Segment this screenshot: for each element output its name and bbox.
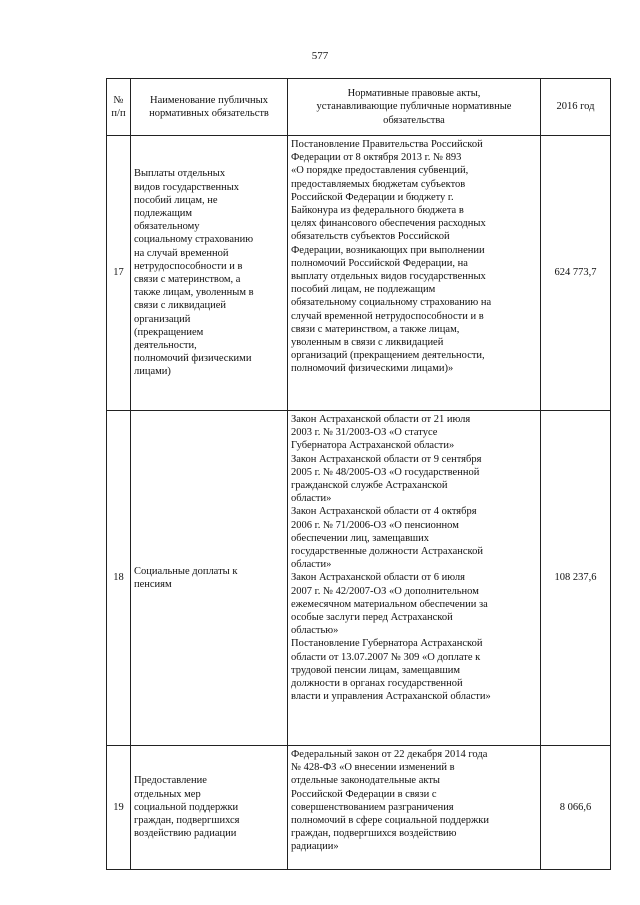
legal-acts [288, 746, 541, 870]
text-line: Федерации от 8 октября 2013 г. № 893 [291, 152, 462, 164]
text-line: Закон Астраханской области от 9 сентября [291, 453, 482, 465]
text-line: Федерации, возникающих при выполнении [291, 244, 485, 256]
text-line: Российской Федерации и бюджету г. [291, 191, 454, 203]
text-line: связи с материнством, а [134, 274, 241, 285]
text-line: граждан, подвергшихся [134, 815, 240, 827]
text-line: совершенствованием разграничения [291, 801, 454, 813]
text-line: 2007 г. № 42/2007-ОЗ «О дополнительном [291, 585, 479, 597]
amount-2016: 108 237,6 [541, 411, 611, 746]
text-line: также лицам, уволенным в [134, 287, 254, 299]
text-line: Социальные доплаты к [134, 565, 238, 577]
text-line: социальной поддержки [134, 801, 239, 813]
page-number: 577 [311, 50, 329, 62]
text-line: выплату отдельных видов государственных [291, 271, 486, 283]
text-line: (прекращением [134, 326, 204, 338]
text-line: подлежащим [134, 207, 193, 219]
text-line: обязательств субъектов Российской [291, 231, 450, 243]
text-line: особые заслуги перед Астраханской [291, 612, 453, 624]
text-line: отдельных мер [134, 788, 201, 800]
text-line: Российской Федерации в связи с [291, 788, 437, 800]
text-line: Предоставление [134, 775, 207, 787]
text-line: отдельные законодательные акты [291, 775, 440, 787]
legal-acts [288, 136, 541, 411]
text-line: Постановление Правительства Российской [291, 139, 483, 150]
text-line: Наименование публичных [150, 94, 268, 106]
text-line: обеспечении лиц, замещавших [291, 532, 429, 544]
text-line: 2016 год [556, 101, 595, 113]
text-line: трудовой пенсии лицам, замещавшим [291, 664, 461, 676]
text-line: нормативных обязательств [149, 108, 269, 119]
text-line: полномочий Российской Федерации, на [291, 257, 468, 269]
legal-acts [288, 411, 541, 746]
text-line: связи с ликвидацией [134, 300, 227, 312]
table-row [107, 746, 611, 870]
text-line: № 428-ФЗ «О внесении изменений в [291, 762, 455, 774]
amount-2016: 624 773,7 [541, 136, 611, 411]
obligation-name [131, 746, 288, 870]
text-line: Закон Астраханской области от 4 октября [291, 506, 477, 518]
row-number: 19 [107, 746, 131, 870]
text-line: Байконура из федерального бюджета в [291, 205, 464, 217]
header-name [131, 79, 288, 136]
text-line: полномочий в сфере социальной поддержки [291, 815, 489, 827]
text-line: Постановление Губернатора Астраханской [291, 638, 483, 650]
text-line: Закон Астраханской области от 6 июля [291, 572, 465, 584]
text-line: деятельности, [134, 340, 197, 352]
text-line: уволенным в связи с ликвидацией [291, 337, 444, 349]
text-line: области» [291, 493, 332, 505]
text-line: Закон Астраханской области от 21 июля [291, 414, 471, 425]
text-line: организаций (прекращением деятельности, [291, 350, 485, 362]
text-line: граждан, подвергшихся воздействию [291, 828, 457, 840]
text-line: воздействию радиации [134, 828, 237, 840]
text-line: 2006 г. № 71/2006-ОЗ «О пенсионном [291, 519, 459, 531]
text-line: п/п [111, 108, 126, 119]
text-line: 2003 г. № 31/2003-ОЗ «О статусе [291, 427, 438, 439]
text-line: организаций [134, 313, 191, 325]
obligation-name [131, 411, 288, 746]
text-line: пособий лицам, не [134, 194, 218, 206]
text-line: Нормативные правовые акты, [347, 88, 481, 100]
obligation-name [131, 136, 288, 411]
text-line: предоставляемых бюджетам субъектов [291, 178, 466, 190]
text-line: пенсиям [134, 579, 172, 590]
text-line: Федеральный закон от 22 декабря 2014 года [291, 749, 488, 760]
text-line: обязательному [134, 221, 200, 233]
text-line: должности в органах государственной [291, 678, 463, 690]
header-year [541, 79, 611, 136]
text-line: целях финансового обеспечения расходных [291, 218, 486, 230]
header-num [107, 79, 131, 136]
text-line: обязательному социальному страхованию на [291, 297, 492, 309]
text-line: пособий лицам, не подлежащим [291, 284, 436, 296]
text-line: лицами) [134, 366, 171, 378]
text-line: № [113, 94, 124, 106]
text-line: видов государственных [134, 181, 240, 193]
table-header-row [107, 79, 611, 136]
text-line: Выплаты отдельных [134, 168, 226, 180]
text-line: 2005 г. № 48/2005-ОЗ «О государственной [291, 466, 480, 478]
text-line: связи с материнством, а также лицам, [291, 323, 460, 335]
text-line: на случай временной [134, 247, 229, 259]
text-line: Губернатора Астраханской области» [291, 440, 455, 452]
text-line: устанавливающие публичные нормативные [316, 101, 512, 113]
text-line: гражданской службе Астраханской [291, 480, 448, 492]
text-line: радиации» [291, 841, 339, 853]
header-acts [288, 79, 541, 136]
table-row [107, 411, 611, 746]
text-line: нетрудоспособности и в [134, 260, 243, 272]
text-line: власти и управления Астраханской области» [291, 691, 491, 703]
text-line: областью» [291, 625, 339, 637]
table-row [107, 136, 611, 411]
text-line: области от 13.07.2007 № 309 «О доплате к [291, 651, 481, 663]
text-line: полномочий физическими лицами)» [291, 363, 454, 375]
obligations-table [106, 78, 611, 870]
row-number: 17 [107, 136, 131, 411]
text-line: случай временной нетрудоспособности и в [291, 310, 484, 322]
text-line: обязательства [383, 114, 445, 126]
text-line: полномочий физическими [134, 353, 252, 365]
row-number: 18 [107, 411, 131, 746]
text-line: «О порядке предоставления субвенций, [291, 165, 469, 177]
text-line: государственные должности Астраханской [291, 546, 483, 558]
text-line: ежемесячном материальном обеспечении за [291, 598, 488, 610]
text-line: социальному страхованию [134, 234, 254, 246]
amount-2016: 8 066,6 [541, 746, 611, 870]
text-line: области» [291, 559, 332, 571]
